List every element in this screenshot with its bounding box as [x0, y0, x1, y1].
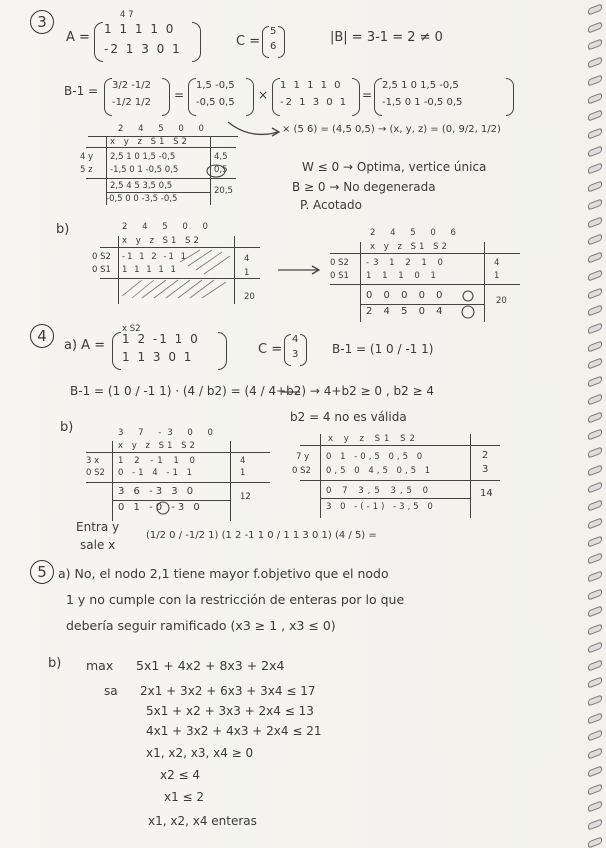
p3-result-row2: -1,5 0 1 -0,5 0,5: [382, 97, 463, 108]
p3-c-value-2: 6: [270, 41, 277, 52]
p3-tab-c-row2-base: 0 S1: [330, 271, 349, 281]
p4-a-bracket-right: [218, 332, 227, 370]
p3-tab-c-inner-line: [360, 304, 484, 305]
p4-tab-right-row4-vals: 3 0 -(-1) -3,5 0: [326, 502, 436, 512]
p3-tab-b-row3-rhs: 20: [244, 292, 255, 302]
p3-tab-b-row2-base: 0 S1: [92, 265, 111, 275]
p3-row1-vals: 2,5 1 0 1,5 -0,5: [110, 152, 176, 162]
p3-row3-rhs: 20,5: [214, 186, 233, 196]
p3-tab-b-row1-vals: -1 1 2 -1 1: [122, 252, 188, 262]
p5-sa-label: sa: [104, 684, 118, 698]
p4-tab-left-row2-rhs: 1: [240, 468, 246, 478]
p3-tableau-vline-right: [210, 137, 211, 205]
p3-times-a-row1: 1 1 1 1 0: [280, 80, 343, 91]
p5-objective: 5x1 + 4x2 + 8x3 + 2x4: [136, 658, 285, 673]
p3-tab-b-vline-right: [234, 236, 235, 304]
p5-a-line-3: debería seguir ramificado (x3 ≥ 1 , x3 ≤ 0): [66, 618, 336, 633]
p4-tab-right-row3-vals: 0 7 3,5 3,5 0: [326, 486, 433, 496]
p4-c-bracket-right: [300, 334, 307, 366]
p3-tab-b-header: x y z S1 S2: [122, 236, 202, 246]
p3-tableau-mid-line: [86, 178, 236, 179]
p4-enter-label: Entra y: [76, 520, 120, 534]
p4-tab-right-vline-right: [470, 434, 471, 518]
p4-tab-left-row4-vals: 0 1 -0 -3 0: [118, 502, 203, 513]
p3-c-label: C =: [236, 34, 261, 49]
p3-row2-base: 5 z: [80, 165, 93, 175]
problem-5-number: 5: [30, 560, 54, 584]
p4-a-row1: 1 2 -1 1 0: [122, 332, 200, 346]
p3-tableau-header: x y z S1 S2: [110, 137, 190, 147]
p3-note-3: P. Acotado: [300, 198, 362, 212]
p3-binv-dec-row2: -0,5 0,5: [196, 97, 235, 108]
p3-row2-rhs: 0,5: [214, 165, 228, 175]
p3-tab-c-row1-base: 0 S2: [330, 258, 349, 268]
p3-tab-c-top: 2 4 5 0 6: [370, 228, 462, 238]
p3-result-row1: 2,5 1 0 1,5 -0,5: [382, 80, 459, 91]
p4-b-label: b): [60, 420, 74, 435]
p3-tableau-top: 2 4 5 0 0: [118, 124, 210, 134]
p3-tableau-header-line: [86, 147, 236, 148]
p3-row4-vals: -0,5 0 0 -3,5 -0,5: [106, 194, 178, 204]
p4-tab-right-header: x y z S1 S2: [328, 434, 419, 444]
p3-tab-c-row1-rhs: 4: [494, 258, 500, 268]
p5-a-line-2: 1 y no cumple con la restricción de enteras por lo que: [66, 592, 405, 607]
p3-tableau-inner-line: [106, 192, 210, 193]
p3-tab-c-vline-right: [484, 242, 485, 322]
p4-c-label: C =: [258, 342, 283, 357]
p4-final-expression: (1/2 0 / -1/2 1) (1 2 -1 1 0 / 1 1 3 0 1) (4 / 5) =: [146, 530, 377, 541]
p4-tab-right-vline-left: [320, 434, 321, 518]
p3-tab-c-row3-rhs: 20: [496, 296, 507, 306]
p4-tab-left-header: x y z S1 S2: [118, 441, 198, 451]
p4-tab-left-mid-line: [86, 482, 270, 483]
problem-4-number: 4: [30, 324, 54, 348]
p4-tab-left-row1-rhs: 4: [240, 456, 246, 466]
p3-row1-rhs: 4,5: [214, 152, 228, 162]
p5-constraint-2: 5x1 + x2 + 3x3 + 2x4 ≤ 13: [146, 704, 314, 718]
p4-tab-left-inner-line: [112, 500, 230, 501]
p3-tab-b-vline-left: [118, 236, 119, 304]
p5-constraint-7: x1, x2, x4 enteras: [148, 814, 257, 828]
p3-row2-vals: -1,5 0 1 -0,5 0,5: [110, 165, 179, 175]
p3-a-top-note: 4 7: [120, 10, 134, 20]
p4-leave-label: sale x: [80, 538, 116, 552]
p3-row1-base: 4 y: [80, 152, 94, 162]
p5-constraint-3: 4x1 + 3x2 + 4x3 + 2x4 ≤ 21: [146, 724, 322, 738]
p5-constraint-1: 2x1 + 3x2 + 6x3 + 3x4 ≤ 17: [140, 684, 316, 698]
p4-c-value-1: 4: [292, 334, 299, 345]
p3-xb-expression: × (5 6) = (4,5 0,5) → (x, y, z) = (0, 9/2, 1/2): [282, 124, 501, 135]
p3-tab-c-mid-line: [330, 284, 520, 285]
p3-tab-b-row1-base: 0 S2: [92, 252, 111, 262]
p3-tab-b-row2-rhs: 1: [244, 268, 250, 278]
p4-tab-left-vline-right: [230, 441, 231, 521]
p4-tab-left-vline-left: [112, 441, 113, 521]
p3-tab-b-mid-line: [100, 278, 260, 279]
p4-b2-note: b2 = 4 no es válida: [290, 410, 407, 424]
p4-tab-left-row3-vals: 3 6 -3 3 0: [118, 486, 197, 497]
p3-binv-row2: -1/2 1/2: [112, 97, 151, 108]
p4-a-bracket-left: [112, 332, 121, 370]
p4-tab-left-top: 3 7 -3 0 0: [118, 428, 219, 438]
p3-note-2: B ≥ 0 → No degenerada: [292, 180, 436, 194]
p4-tab-right-mid-line: [300, 480, 500, 481]
p4-tab-right-row1-base: 7 y: [296, 452, 310, 462]
p4-tab-left-row3-rhs: 12: [240, 492, 251, 502]
p3-tab-c-row3-vals: 0 0 0 0 0: [366, 290, 447, 301]
p4-tab-left-header-line: [86, 452, 270, 453]
p3-tab-b-header-line: [100, 247, 260, 248]
p3-row3-vals: 2,5 4 5 3,5 0,5: [110, 181, 173, 191]
p3-note-1: W ≤ 0 → Optima, vertice única: [302, 160, 487, 174]
p3-binv-label: B-1 =: [64, 84, 99, 98]
p5-constraint-5: x2 ≤ 4: [160, 768, 201, 782]
p3-tab-c-row2-vals: 1 1 1 0 1: [366, 271, 440, 281]
problem-3-number: 3: [30, 10, 54, 34]
p4-a-top-note: x S2: [122, 324, 141, 334]
p3-b-label: b): [56, 222, 70, 237]
p4-tab-right-row2-rhs: 3: [482, 464, 489, 475]
p4-tab-right-row1-rhs: 2: [482, 450, 489, 461]
p3-times-a-row2: -2 1 3 0 1: [280, 97, 349, 108]
equals-sign-2: =: [362, 88, 373, 102]
p3-determinant: |B| = 3-1 = 2 ≠ 0: [330, 30, 443, 45]
p4-a-label: a) A =: [64, 338, 106, 353]
p4-tab-right-row3-rhs: 14: [480, 488, 493, 499]
p3-binv-row1: 3/2 -1/2: [112, 80, 151, 91]
p5-a-line-1: a) No, el nodo 2,1 tiene mayor f.objetivo que el nodo: [58, 566, 389, 581]
p4-tab-left-row2-base: 0 S2: [86, 468, 105, 478]
p3-tab-b-top: 2 4 5 0 0: [122, 222, 214, 232]
equals-sign-1: =: [174, 88, 185, 102]
p3-tab-c-header-line: [330, 253, 520, 254]
p3-tab-c-vline-left: [360, 242, 361, 322]
times-sign-1: ×: [258, 88, 269, 102]
p4-binv: B-1 = (1 0 / -1 1): [332, 342, 434, 356]
p4-tab-right-inner-line: [320, 498, 470, 499]
p4-a-row2: 1 1 3 0 1: [122, 350, 194, 364]
p3-binv-dec-row1: 1,5 -0,5: [196, 80, 235, 91]
p4-c-bracket-left: [284, 334, 291, 366]
p3-tab-c-header: x y z S1 S2: [370, 242, 450, 252]
p3-a-label: A =: [66, 30, 90, 45]
p4-tab-right-row2-vals: 0,5 0 4,5 0,5 1: [326, 466, 434, 476]
p3-c-value-1: 5: [270, 26, 277, 37]
p3-a-row1: 1 1 1 1 0: [104, 22, 176, 36]
p5-constraint-4: x1, x2, x3, x4 ≥ 0: [146, 746, 254, 760]
p4-c-value-2: 3: [292, 349, 299, 360]
p3-tab-c-row4-vals: 2 4 5 0 4: [366, 306, 447, 317]
p5-constraint-6: x1 ≤ 2: [164, 790, 205, 804]
p3-tab-b-row1-rhs: 4: [244, 254, 250, 264]
p4-tab-right-row2-base: 0 S2: [292, 466, 311, 476]
p4-tab-left-row1-base: 3 x: [86, 456, 100, 466]
p4-tab-left-row1-vals: 1 2 -1 1 0: [118, 456, 199, 466]
p3-tab-c-row1-vals: -3 1 2 1 0: [366, 258, 447, 268]
p5-max-label: max: [86, 658, 114, 673]
p4-tab-right-row1-vals: 0 1 -0,5 0,5 0: [326, 452, 426, 462]
p5-b-label: b): [48, 656, 62, 671]
p3-tab-b-row2-vals: 1 1 1 1 1: [122, 265, 178, 275]
p4-tab-left-row2-vals: 0 -1 4 -1 1: [118, 468, 195, 478]
p3-tab-c-row2-rhs: 1: [494, 271, 500, 281]
p4-binv-line: B-1 = (1 0 / -1 1) · (4 / b2) = (4 / 4+b2) → 4+b2 ≥ 0 , b2 ≥ 4: [70, 384, 435, 398]
p3-a-row2: -2 1 3 0 1: [104, 42, 182, 56]
